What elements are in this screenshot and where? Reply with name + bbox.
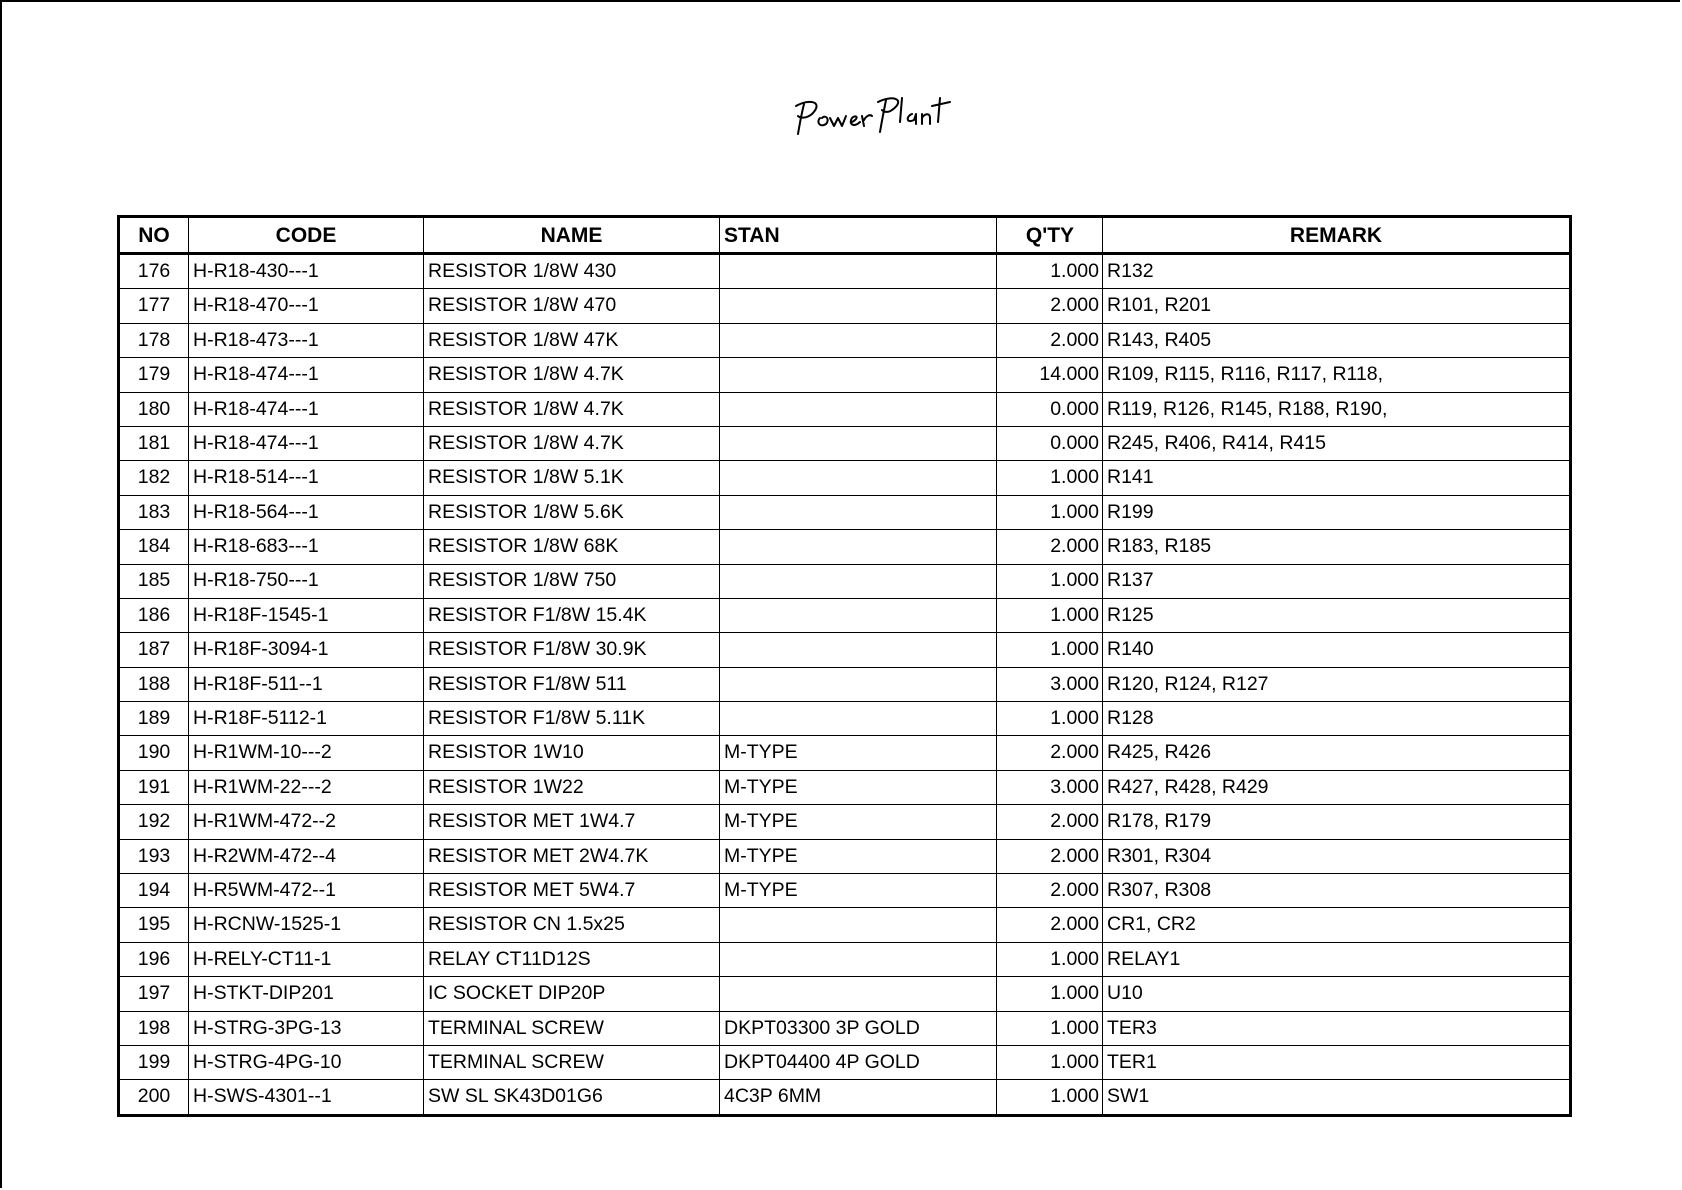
cell-name: RELAY CT11D12S — [424, 942, 720, 976]
table-row — [119, 323, 1571, 357]
cell-remark: U10 — [1103, 977, 1571, 1011]
cell-code: H-R18-750---1 — [189, 564, 424, 598]
table-row — [119, 942, 1571, 976]
cell-no: 180 — [119, 392, 189, 426]
cell-remark: R140 — [1103, 633, 1571, 667]
powerplant-logo-signature — [790, 92, 962, 142]
table-row — [119, 461, 1571, 495]
table-row — [119, 667, 1571, 701]
cell-stan — [720, 289, 997, 323]
cell-stan: M-TYPE — [720, 839, 997, 873]
cell-code: H-R1WM-10---2 — [189, 736, 424, 770]
cell-stan — [720, 667, 997, 701]
cell-no: 177 — [119, 289, 189, 323]
cell-stan: M-TYPE — [720, 770, 997, 804]
cell-qty: 2.000 — [997, 874, 1103, 908]
cell-no: 178 — [119, 323, 189, 357]
cell-stan — [720, 323, 997, 357]
cell-name: TERMINAL SCREW — [424, 1045, 720, 1079]
bom-table — [117, 215, 1572, 1117]
table-row — [119, 289, 1571, 323]
cell-code: H-R18-514---1 — [189, 461, 424, 495]
cell-stan — [720, 358, 997, 392]
cell-qty: 1.000 — [997, 1045, 1103, 1079]
cell-stan — [720, 598, 997, 632]
cell-stan — [720, 392, 997, 426]
table-row — [119, 908, 1571, 942]
table-row — [119, 1011, 1571, 1045]
cell-qty: 2.000 — [997, 736, 1103, 770]
cell-remark: RELAY1 — [1103, 942, 1571, 976]
cell-remark: R427, R428, R429 — [1103, 770, 1571, 804]
cell-stan — [720, 633, 997, 667]
cell-stan: M-TYPE — [720, 736, 997, 770]
cell-code: H-R18-474---1 — [189, 358, 424, 392]
cell-no: 186 — [119, 598, 189, 632]
cell-name: RESISTOR 1/8W 470 — [424, 289, 720, 323]
header-no: NO — [119, 217, 189, 254]
cell-remark: R141 — [1103, 461, 1571, 495]
header-remark: REMARK — [1103, 217, 1571, 254]
table-row — [119, 633, 1571, 667]
cell-no: 183 — [119, 495, 189, 529]
cell-code: H-R5WM-472--1 — [189, 874, 424, 908]
cell-name: RESISTOR F1/8W 30.9K — [424, 633, 720, 667]
table-row — [119, 770, 1571, 804]
cell-remark: R137 — [1103, 564, 1571, 598]
cell-code: H-R18-473---1 — [189, 323, 424, 357]
cell-no: 197 — [119, 977, 189, 1011]
table-row — [119, 426, 1571, 460]
cell-name: RESISTOR 1/8W 5.1K — [424, 461, 720, 495]
cell-code: H-R18-474---1 — [189, 426, 424, 460]
cell-stan — [720, 254, 997, 289]
table-row — [119, 839, 1571, 873]
cell-stan — [720, 908, 997, 942]
cell-name: RESISTOR 1/8W 4.7K — [424, 426, 720, 460]
header-qty: Q'TY — [997, 217, 1103, 254]
cell-name: RESISTOR 1/8W 4.7K — [424, 358, 720, 392]
cell-no: 182 — [119, 461, 189, 495]
cell-qty: 2.000 — [997, 908, 1103, 942]
table-row — [119, 392, 1571, 426]
table-row — [119, 1080, 1571, 1115]
cell-name: RESISTOR F1/8W 511 — [424, 667, 720, 701]
cell-code: H-RCNW-1525-1 — [189, 908, 424, 942]
cell-stan: DKPT03300 3P GOLD — [720, 1011, 997, 1045]
cell-qty: 1.000 — [997, 942, 1103, 976]
cell-remark: R183, R185 — [1103, 530, 1571, 564]
cell-code: H-R18F-1545-1 — [189, 598, 424, 632]
cell-no: 191 — [119, 770, 189, 804]
cell-no: 185 — [119, 564, 189, 598]
cell-code: H-R18F-3094-1 — [189, 633, 424, 667]
cell-qty: 1.000 — [997, 495, 1103, 529]
cell-name: RESISTOR 1/8W 430 — [424, 254, 720, 289]
cell-no: 189 — [119, 702, 189, 736]
cell-qty: 1.000 — [997, 254, 1103, 289]
cell-qty: 1.000 — [997, 598, 1103, 632]
cell-name: RESISTOR CN 1.5x25 — [424, 908, 720, 942]
table-row — [119, 1045, 1571, 1079]
cell-remark: R101, R201 — [1103, 289, 1571, 323]
cell-qty: 0.000 — [997, 426, 1103, 460]
cell-name: RESISTOR F1/8W 15.4K — [424, 598, 720, 632]
cell-name: RESISTOR 1W22 — [424, 770, 720, 804]
cell-remark: R120, R124, R127 — [1103, 667, 1571, 701]
cell-qty: 1.000 — [997, 1011, 1103, 1045]
cell-stan — [720, 702, 997, 736]
cell-no: 195 — [119, 908, 189, 942]
header-stan: STAN — [720, 217, 997, 254]
cell-qty: 1.000 — [997, 633, 1103, 667]
table-row — [119, 977, 1571, 1011]
cell-stan — [720, 495, 997, 529]
table-row — [119, 495, 1571, 529]
cell-qty: 1.000 — [997, 702, 1103, 736]
cell-name: RESISTOR MET 5W4.7 — [424, 874, 720, 908]
cell-stan: M-TYPE — [720, 805, 997, 839]
cell-name: RESISTOR MET 1W4.7 — [424, 805, 720, 839]
header-name: NAME — [424, 217, 720, 254]
cell-code: H-R18F-5112-1 — [189, 702, 424, 736]
table-row — [119, 874, 1571, 908]
cell-no: 194 — [119, 874, 189, 908]
cell-name: RESISTOR 1/8W 47K — [424, 323, 720, 357]
cell-stan — [720, 977, 997, 1011]
cell-qty: 2.000 — [997, 289, 1103, 323]
cell-no: 190 — [119, 736, 189, 770]
cell-no: 184 — [119, 530, 189, 564]
cell-code: H-R18-474---1 — [189, 392, 424, 426]
cell-remark: R132 — [1103, 254, 1571, 289]
cell-qty: 1.000 — [997, 1080, 1103, 1115]
cell-no: 192 — [119, 805, 189, 839]
cell-no: 200 — [119, 1080, 189, 1115]
cell-remark: SW1 — [1103, 1080, 1571, 1115]
cell-code: H-RELY-CT11-1 — [189, 942, 424, 976]
cell-no: 187 — [119, 633, 189, 667]
cell-remark: TER1 — [1103, 1045, 1571, 1079]
cell-stan — [720, 461, 997, 495]
cell-qty: 2.000 — [997, 839, 1103, 873]
cell-remark: R425, R426 — [1103, 736, 1571, 770]
cell-stan — [720, 564, 997, 598]
cell-name: RESISTOR 1W10 — [424, 736, 720, 770]
cell-remark: R199 — [1103, 495, 1571, 529]
cell-remark: R301, R304 — [1103, 839, 1571, 873]
cell-qty: 14.000 — [997, 358, 1103, 392]
cell-stan — [720, 530, 997, 564]
cell-remark: R128 — [1103, 702, 1571, 736]
cell-no: 179 — [119, 358, 189, 392]
cell-name: SW SL SK43D01G6 — [424, 1080, 720, 1115]
cell-qty: 1.000 — [997, 564, 1103, 598]
cell-name: RESISTOR 1/8W 68K — [424, 530, 720, 564]
cell-name: RESISTOR 1/8W 5.6K — [424, 495, 720, 529]
cell-stan: M-TYPE — [720, 874, 997, 908]
cell-no: 176 — [119, 254, 189, 289]
cell-no: 198 — [119, 1011, 189, 1045]
cell-remark: R178, R179 — [1103, 805, 1571, 839]
cell-name: TERMINAL SCREW — [424, 1011, 720, 1045]
cell-no: 193 — [119, 839, 189, 873]
cell-qty: 1.000 — [997, 977, 1103, 1011]
cell-remark: R245, R406, R414, R415 — [1103, 426, 1571, 460]
cell-no: 181 — [119, 426, 189, 460]
cell-code: H-R1WM-472--2 — [189, 805, 424, 839]
cell-remark: TER3 — [1103, 1011, 1571, 1045]
cell-code: H-R18-564---1 — [189, 495, 424, 529]
table-row — [119, 805, 1571, 839]
cell-stan — [720, 426, 997, 460]
cell-remark: R307, R308 — [1103, 874, 1571, 908]
cell-name: IC SOCKET DIP20P — [424, 977, 720, 1011]
cell-qty: 2.000 — [997, 323, 1103, 357]
cell-remark: CR1, CR2 — [1103, 908, 1571, 942]
cell-name: RESISTOR 1/8W 750 — [424, 564, 720, 598]
cell-code: H-STRG-3PG-13 — [189, 1011, 424, 1045]
table-row — [119, 564, 1571, 598]
cell-qty: 2.000 — [997, 530, 1103, 564]
cell-code: H-STRG-4PG-10 — [189, 1045, 424, 1079]
cell-remark: R119, R126, R145, R188, R190, — [1103, 392, 1571, 426]
cell-code: H-R2WM-472--4 — [189, 839, 424, 873]
cell-code: H-R18F-511--1 — [189, 667, 424, 701]
cell-no: 199 — [119, 1045, 189, 1079]
cell-remark: R109, R115, R116, R117, R118, — [1103, 358, 1571, 392]
cell-qty: 2.000 — [997, 805, 1103, 839]
table-row — [119, 530, 1571, 564]
cell-stan: 4C3P 6MM — [720, 1080, 997, 1115]
cell-qty: 0.000 — [997, 392, 1103, 426]
table-row — [119, 254, 1571, 289]
cell-qty: 3.000 — [997, 667, 1103, 701]
cell-remark: R143, R405 — [1103, 323, 1571, 357]
cell-stan — [720, 942, 997, 976]
cell-name: RESISTOR MET 2W4.7K — [424, 839, 720, 873]
cell-qty: 1.000 — [997, 461, 1103, 495]
table-row — [119, 358, 1571, 392]
cell-name: RESISTOR 1/8W 4.7K — [424, 392, 720, 426]
cell-code: H-STKT-DIP201 — [189, 977, 424, 1011]
cell-qty: 3.000 — [997, 770, 1103, 804]
cell-name: RESISTOR F1/8W 5.11K — [424, 702, 720, 736]
cell-no: 196 — [119, 942, 189, 976]
cell-code: H-R18-683---1 — [189, 530, 424, 564]
table-header-row — [119, 217, 1571, 254]
table-row — [119, 702, 1571, 736]
table-row — [119, 598, 1571, 632]
cell-stan: DKPT04400 4P GOLD — [720, 1045, 997, 1079]
table-body — [119, 254, 1571, 1116]
cell-code: H-SWS-4301--1 — [189, 1080, 424, 1115]
table-row — [119, 736, 1571, 770]
cell-code: H-R18-470---1 — [189, 289, 424, 323]
header-code: CODE — [189, 217, 424, 254]
powerplant-logo — [790, 92, 962, 142]
cell-code: H-R18-430---1 — [189, 254, 424, 289]
cell-remark: R125 — [1103, 598, 1571, 632]
cell-code: H-R1WM-22---2 — [189, 770, 424, 804]
cell-no: 188 — [119, 667, 189, 701]
